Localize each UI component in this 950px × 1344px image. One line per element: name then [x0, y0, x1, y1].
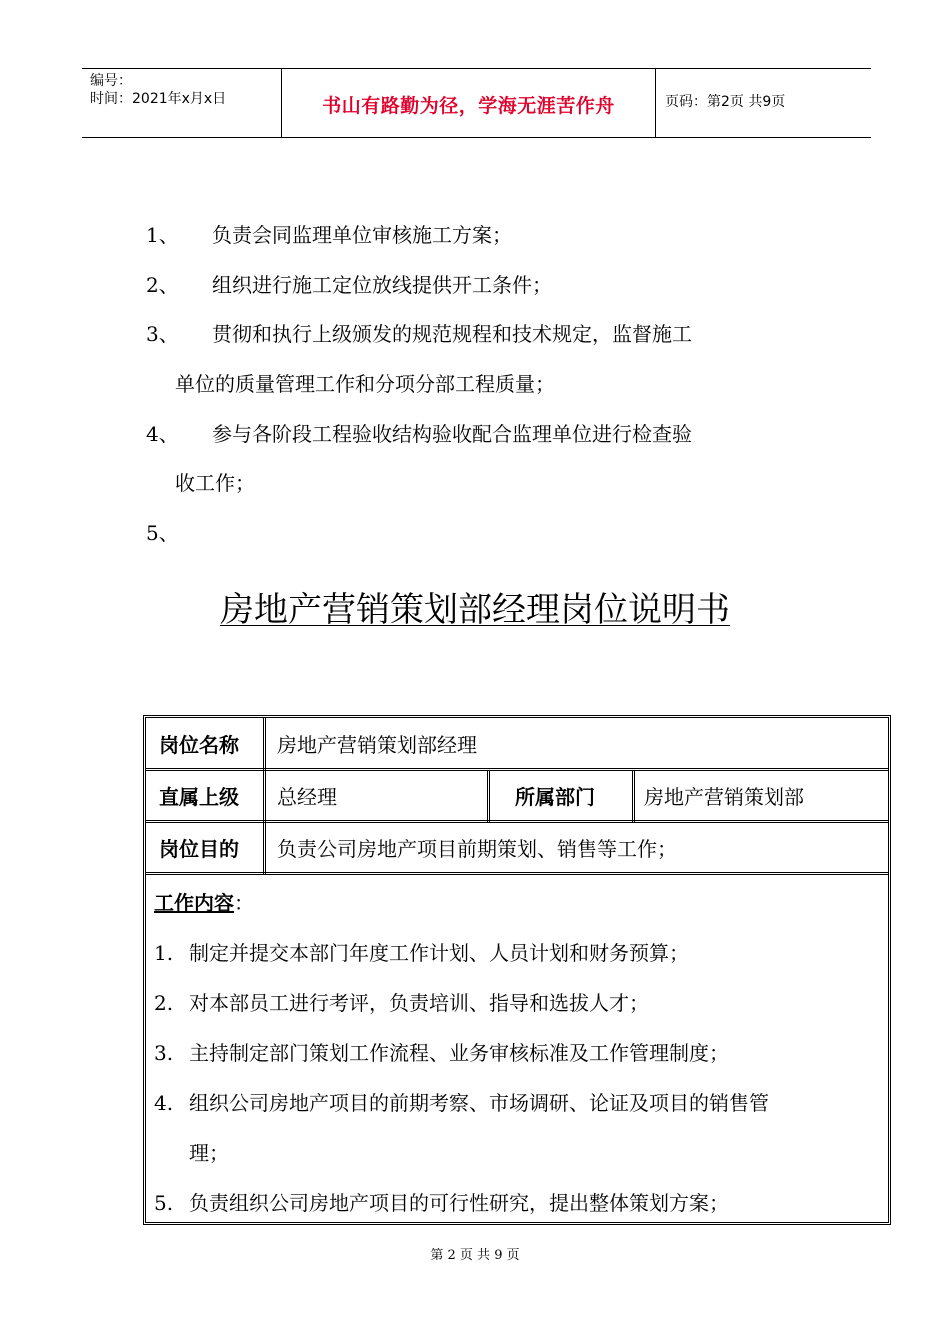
row-divider [146, 820, 888, 823]
list-number: 5、 [146, 521, 179, 545]
work-item-text: 对本部员工进行考评，负责培训、指导和选拔人才； [189, 991, 649, 1015]
document-title [0, 588, 950, 632]
purpose-label: 岗位目的 [159, 837, 239, 861]
work-item-1 [154, 939, 689, 967]
work-item-number: 1. [154, 941, 174, 965]
work-item-5 [154, 1189, 729, 1217]
work-item-4-cont [189, 1139, 229, 1167]
list-text-continuation: 单位的质量管理工作和分项分部工程质量； [175, 372, 555, 396]
list-text: 负责会同监理单位审核施工方案； [212, 223, 512, 247]
purpose-value: 负责公司房地产项目前期策划、销售等工作； [277, 837, 677, 861]
col-divider [632, 770, 635, 822]
page-header [82, 68, 871, 138]
row-divider [146, 872, 888, 875]
list-text: 贯彻和执行上级颁发的规范规程和技术规定，监督施工 [212, 322, 692, 346]
col-divider [487, 770, 490, 822]
list-number: 2、 [146, 273, 179, 297]
row-divider [146, 768, 888, 771]
work-item-text: 组织公司房地产项目的前期考察、市场调研、论证及项目的销售管 [189, 1091, 769, 1115]
work-content-heading-text: 工作内容 [154, 891, 234, 915]
work-item-text-continuation: 理； [189, 1141, 229, 1165]
work-item-2 [154, 989, 649, 1017]
superior-label: 直属上级 [159, 785, 239, 809]
work-item-text: 制定并提交本部门年度工作计划、人员计划和财务预算； [189, 941, 689, 965]
work-item-text: 主持制定部门策划工作流程、业务审核标准及工作管理制度； [189, 1041, 729, 1065]
list-number: 3、 [146, 322, 179, 346]
header-meta [82, 69, 281, 137]
list-text: 组织进行施工定位放线提供开工条件； [212, 273, 552, 297]
work-item-number: 5. [154, 1191, 174, 1215]
work-item-number: 2. [154, 991, 174, 1015]
document-title-text: 房地产营销策划部经理岗位说明书 [220, 590, 730, 630]
list-text-continuation: 收工作； [175, 471, 255, 495]
dept-label: 所属部门 [515, 785, 595, 809]
col-divider [263, 718, 266, 875]
header-page-cell [655, 69, 871, 137]
motto: 书山有路勤为径，学海无涯苦作舟 [322, 95, 615, 117]
position-name-label: 岗位名称 [159, 733, 239, 757]
work-item-4 [154, 1089, 769, 1117]
job-description-table [143, 715, 891, 1225]
work-content-colon: ： [234, 891, 254, 915]
dept-value: 房地产营销策划部 [644, 785, 804, 809]
position-name-value: 房地产营销策划部经理 [277, 733, 477, 757]
page-footer: 第 2 页 共 9 页 [430, 1248, 520, 1263]
number-label: 编号： [90, 73, 132, 89]
superior-value: 总经理 [277, 785, 337, 809]
work-item-number: 4. [154, 1091, 174, 1115]
work-item-number: 3. [154, 1041, 174, 1065]
work-content-heading [154, 889, 254, 917]
list-text: 参与各阶段工程验收结构验收配合监理单位进行检查验 [212, 422, 692, 446]
list-number: 4、 [146, 422, 179, 446]
list-number: 1、 [146, 223, 179, 247]
time-label: 时间：2021年x月x日 [90, 91, 227, 107]
header-motto-cell [281, 69, 656, 137]
work-item-text: 负责组织公司房地产项目的可行性研究，提出整体策划方案； [189, 1191, 729, 1215]
work-item-3 [154, 1039, 729, 1067]
page-label: 页码：第2页 共9页 [665, 94, 786, 110]
